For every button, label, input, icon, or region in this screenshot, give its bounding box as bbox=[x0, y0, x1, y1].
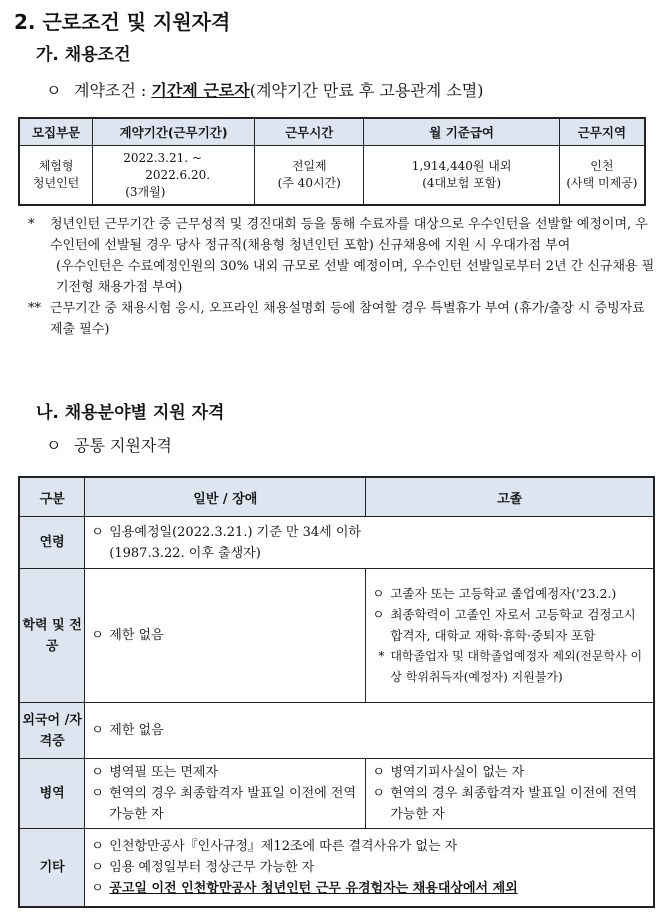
table-row-education bbox=[19, 569, 654, 703]
bullet: ㅇ bbox=[46, 81, 62, 100]
qualifications-table bbox=[18, 476, 655, 908]
footnote: * 청년인턴 근무기간 중 근무성적 및 경진대회 등을 통해 수료자를 대상으로 우수인턴을 선발할 예정이며, 우수인턴에 선발될 경우 당사 정규직(채용형 청년인턴 포함) 신규채용에 지원 시 우대가점 부여 (우수인턴은 수료예정인원의 30% 내외 규모로 선발 예정이며, 우수인턴 선발일로부터 2년 간 신규채용 필기전형 채용가점 부여) bbox=[28, 214, 658, 298]
column-header: 근무지역 bbox=[559, 118, 645, 146]
hours-cell: 전일제 (주 40시간) bbox=[254, 146, 364, 206]
table-header-row bbox=[19, 118, 645, 146]
row-category: 기타 bbox=[19, 829, 85, 907]
table-row-language bbox=[19, 703, 654, 759]
salary-cell: 1,914,440원 내외 (4대보험 포함) bbox=[364, 146, 559, 206]
column-header: 모집부문 bbox=[19, 118, 93, 146]
row-category: 병역 bbox=[19, 759, 85, 829]
column-header: 일반 / 장애 bbox=[85, 477, 366, 517]
table-row-etc bbox=[19, 829, 654, 907]
table-header-row bbox=[19, 477, 654, 517]
education-highschool-cell: ㅇ 고졸자 또는 고등학교 졸업예정자('23.2.) ㅇ 최종학력이 고졸인 자로서 고등학교 검정고시 합격자, 대학교 재학·휴학·중퇴자 포함 * 대학졸업자 및 대학졸업예정자 제외(전문학사 이상 학위취득자(예정자) 지원불가) bbox=[366, 569, 654, 703]
subsection-heading-qualifications: 나. 채용분야별 지원 자격 bbox=[36, 403, 225, 423]
footnotes bbox=[28, 214, 658, 340]
column-header: 근무시간 bbox=[254, 118, 364, 146]
column-header: 계약기간(근무기간) bbox=[93, 118, 255, 146]
bullet: ㅇ bbox=[46, 436, 62, 455]
exclusion-notice: 공고일 이전 인천항만공사 청년인턴 근무 유경험자는 채용대상에서 제외 bbox=[109, 880, 518, 896]
footnote-mark: ** bbox=[28, 301, 41, 316]
column-header: 구분 bbox=[19, 477, 85, 517]
row-category: 연령 bbox=[19, 517, 85, 569]
region-cell: 인천 (사택 미제공) bbox=[559, 146, 645, 206]
dept-cell: 체험형 청년인턴 bbox=[19, 146, 93, 206]
common-label: 공통 지원자격 bbox=[74, 436, 172, 455]
age-cell: ㅇ 임용예정일(2022.3.21.) 기준 만 34세 이하 (1987.3.22. 이후 출생자) bbox=[85, 517, 654, 569]
contract-condition-line bbox=[46, 78, 483, 101]
subsection-heading-employment-conditions: 가. 채용조건 bbox=[36, 45, 131, 65]
section-heading: 2. 근로조건 및 지원자격 bbox=[14, 10, 231, 34]
column-header: 고졸 bbox=[366, 477, 654, 517]
period-cell: 2022.3.21. ~ 2022.6.20. (3개월) bbox=[93, 146, 255, 206]
employment-conditions-table bbox=[18, 117, 646, 206]
common-qualifications-line bbox=[46, 433, 172, 456]
education-general-cell: ㅇ 제한 없음 bbox=[85, 569, 366, 703]
language-cell: ㅇ 제한 없음 bbox=[85, 703, 654, 759]
footnote: ** 근무기간 중 채용시험 응시, 오프라인 채용설명회 등에 참여할 경우 특별휴가 부여 (휴가/출장 시 증빙자료 제출 필수) bbox=[28, 298, 658, 340]
table-row-age bbox=[19, 517, 654, 569]
column-header: 월 기준급여 bbox=[364, 118, 559, 146]
contract-label: 계약조건 : bbox=[74, 81, 147, 100]
military-highschool-cell: ㅇ 병역기피사실이 없는 자 ㅇ 현역의 경우 최종합격자 발표일 이전에 전역 가능한 자 bbox=[366, 759, 654, 829]
military-general-cell: ㅇ 병역필 또는 면제자 ㅇ 현역의 경우 최종합격자 발표일 이전에 전역 가능한 자 bbox=[85, 759, 366, 829]
footnote-mark: * bbox=[28, 217, 35, 232]
table-row bbox=[19, 146, 645, 206]
row-category: 외국어 /자격증 bbox=[19, 703, 85, 759]
table-row-military bbox=[19, 759, 654, 829]
etc-cell: ㅇ 인천항만공사『인사규정』제12조에 따른 결격사유가 없는 자 ㅇ 임용 예정일부터 정상근무 가능한 자 ㅇ 공고일 이전 인천항만공사 청년인턴 근무 유경험자는 채용대상에서 제외 bbox=[85, 829, 654, 907]
contract-note: (계약기간 만료 후 고용관계 소멸) bbox=[249, 81, 484, 100]
contract-type: 기간제 근로자 bbox=[151, 81, 250, 100]
row-category: 학력 및 전공 bbox=[19, 569, 85, 703]
